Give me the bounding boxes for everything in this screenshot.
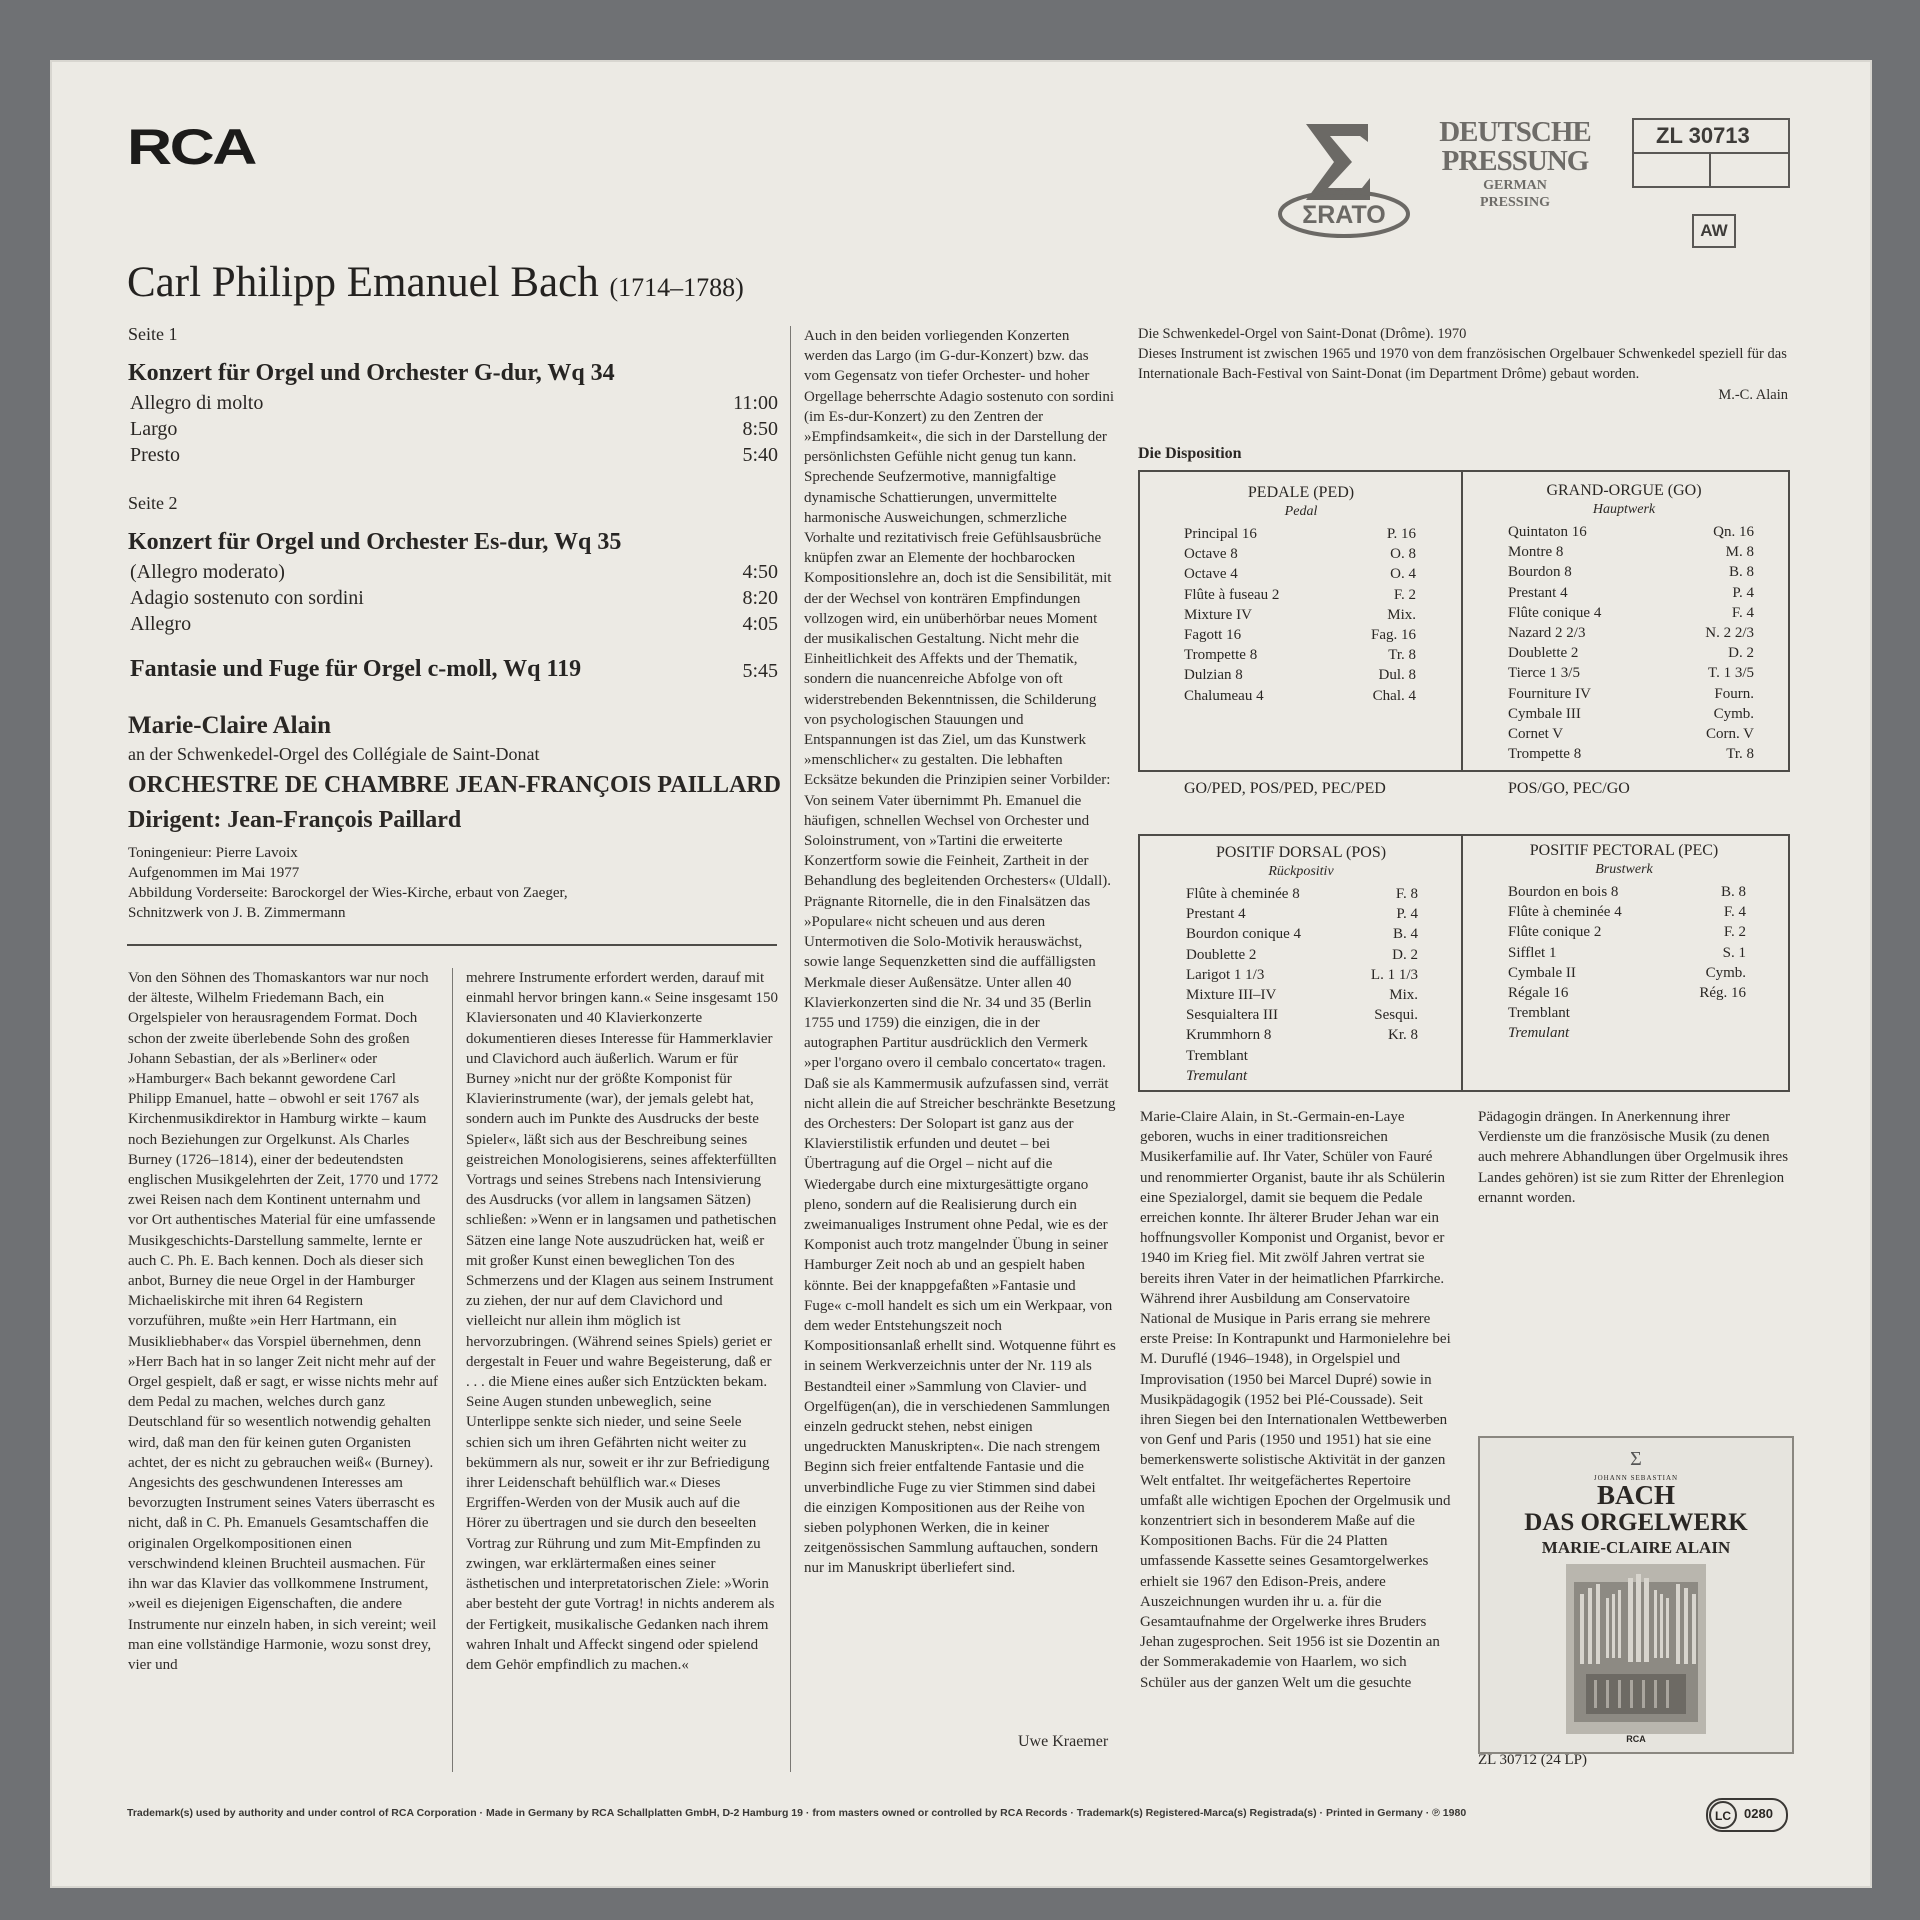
label-code-badge bbox=[1706, 1798, 1788, 1832]
biography-col-2: Pädagogin drängen. In Anerkennung ihrer Verdienste um die französische Musik (zu denen auch mehrere Abhandlungen über Orgelmusik ihres Landes gehören) ist sie zum Ritter der Ehrenlegion ernannt worden. bbox=[1478, 1109, 1789, 1206]
stop-row: Cymbale II Cymb. bbox=[1508, 964, 1746, 981]
stop-row: Flûte conique 2 F. 2 bbox=[1508, 924, 1746, 941]
pedale-subheading: Pedal bbox=[1284, 504, 1318, 519]
erato-logo bbox=[1276, 118, 1412, 240]
work-1-title: Konzert für Orgel und Orchester G-dur, Wq 34 bbox=[128, 360, 615, 386]
pressing-line-4: PRESSING bbox=[1479, 195, 1551, 210]
stop-row: Fagott 16 Fag. 16 bbox=[1184, 627, 1416, 644]
work-3-title: Fantasie und Fuge für Orgel c-moll, Wq 119 bbox=[130, 656, 582, 682]
composer-title bbox=[127, 258, 744, 307]
stop-row: Mixture III–IV Mix. bbox=[1186, 987, 1418, 1004]
stop-row: Flûte conique 4 F. 4 bbox=[1508, 604, 1754, 621]
stop-row: Régale 16 Rég. 16 bbox=[1508, 985, 1746, 1002]
positif-pectoral-stop-list bbox=[1508, 882, 1746, 1044]
legal-footer: Trademark(s) used by authority and under control of RCA Corporation · Made in Germany by RCA Schallplatten GmbH, D-2 Hamburg 19 · from masters owned or controlled by RCA Records · Trademark(s) Registered-Marca(s) Registrada(s) · Printed in Germany · ℗ 1980 bbox=[127, 1807, 1467, 1819]
positif-pectoral-subheading: Brustwerk bbox=[1595, 862, 1653, 877]
liner-notes-col-1: Von den Söhnen des Thomaskantors war nur noch der älteste, Wilhelm Friedemann Bach, ein Orgelspieler von herausragendem Format. Doch schon der zweite überlebende Sohn des großen Johann Sebastian, der als »Berliner« oder »Hamburger« Bach bekannt gewordene Carl Philipp Emanuel, hatte – obwohl er seit 1767 als Kirchenmusikdirektor in Hamburg wirkte – kaum noch Beziehungen zur Orgelkunst. Als Charles Burney (1726–1814), einer der bedeutendsten englischen Musikgelehrten der Zeit, 1770 und 1772 zwei Reisen nach dem Kontinent unternahm und vor Ort authentisches Material für eine umfassende Musikgeschichts-Darstellung sammelte, lernte er auch C. Ph. E. Bach kennen. Doch als dieser sich anbot, Burney die neue Orgel in der Hamburger Michaeliskirche mit ihren 64 Registern vorzuführen, mußte »ein Herr Hartmann, ein Musikliebhaber« das Vorspiel übernehmen, denn »Herr Bach hat in so langer Zeit nicht mehr auf der Orgel gespielt, daß er sagt, er wisse nichts mehr auf dem Pedal zu machen, welches durch ganz Deutschland für so wesentlich notwendig gehalten wird, daß man den für keinen guten Organisten achtet, der es nicht zu gebrauchen weiß« (Burney). Angesichts des geschwundenen Interesses am bevorzugten Instrument seines Vaters überrascht es nicht, daß in C. Ph. Emanuels Gesamtschaffen die originalen Orgelkompositionen einen verschwindend kleinen Bruchteil ausmachen. Für ihn war das Klavier das vollkommene Instrument, »weil es diejenigen Eigenschaften, die andere Instrumente nur einzeln haben, in sich vereint; weil man eine vollständige Harmonie, wozu sonst drey, vier und bbox=[128, 970, 439, 1673]
couplers-right: POS/GO, PEC/GO bbox=[1508, 780, 1630, 797]
stop-row: Prestant 4 P. 4 bbox=[1508, 584, 1754, 601]
track-row: Allegro di molto 11:00 bbox=[130, 392, 778, 414]
stop-row: Cymbale III Cymb. bbox=[1508, 705, 1754, 722]
stop-row: Krummhorn 8 Kr. 8 bbox=[1186, 1027, 1418, 1044]
orchestra-name: ORCHESTRE DE CHAMBRE JEAN-FRANÇOIS PAILLARD bbox=[128, 772, 781, 798]
stop-row: Dulzian 8 Dul. 8 bbox=[1184, 667, 1416, 684]
column-rule bbox=[790, 326, 791, 1772]
biography-col-1: Marie-Claire Alain, in St.-Germain-en-Laye geboren, wuchs in einer traditionsreichen Musikerfamilie auf. Ihr Vater, Schüler von Fauré und renommierter Organist, baute ihr als Schülerin eine Spezialorgel, damit sie bequem die Pedale erreichen konnte. Ihr älterer Bruder Jehan war ein hoffnungsvoller Komponist und Organist, bevor er 1940 im Krieg fiel. Mit zwölf Jahren vertrat sie bereits ihren Vater in der heimatlichen Pfarrkirche. Während ihrer Ausbildung am Conservatoire National de Musique in Paris errang sie mehrere erste Preise: In Kontrapunkt und Harmonielehre bei M. Duruflé (1946–1948), in Orgelspiel und Improvisation (1950 bei Marcel Dupré) sowie in Musikpädagogik (1952 bei Plé-Coussade). Seit ihren Siegen bei den Internationalen Wettbewerben von Genf und Paris (1950 und 1951) hat sie eine bemerkenswerte solistische Aktivität in der ganzen Welt entfaltet. Ihr weitgefächertes Repertoire umfaßt alle wichtigen Epochen der Orgelmusik und konzentriert sich in besonderem Maße auf die Kompositionen Bachs. Für die 24 Platten umfassende Kassette seines Gesamtorgelwerkes erhielt sie 1967 den Edison-Preis, andere Auszeichnungen wurden ihr u. a. für die Gesamtaufnahme der Orgelwerke ihres Bruders Jehan zugesprochen. Seit 1956 ist sie Dozentin an der Sommerakademie von Haarlem, wo sich Schüler aus der ganzen Welt um die gesuchte bbox=[1140, 1109, 1451, 1691]
tremulant-label: Tremulant bbox=[1508, 1025, 1570, 1042]
box-set-thumbnail: Σ JOHANN SEBASTIAN BACH DAS ORGELWERK MARIE-CLAIRE ALAIN RCA bbox=[1478, 1436, 1794, 1754]
pedale-heading: PEDALE (PED) bbox=[1247, 484, 1355, 501]
organ-caption-title: Die Schwenkedel-Orgel von Saint-Donat (Drôme). 1970 bbox=[1138, 326, 1467, 342]
stop-row: Prestant 4 P. 4 bbox=[1186, 906, 1418, 923]
erato-wordmark: ΣRATO bbox=[1302, 201, 1386, 229]
organ-caption-body: Dieses Instrument ist zwischen 1965 und 1970 von dem französischen Orgelbauer Schwenkedel speziell für das Internationale Bach-Festival von Saint-Donat (im Department Drôme) gebaut worden. bbox=[1138, 346, 1787, 383]
box-set-caption: ZL 30712 (24 LP) bbox=[1478, 1752, 1588, 1768]
stop-row: Octave 8 O. 8 bbox=[1184, 546, 1416, 563]
track-row: (Allegro moderato) 4:50 bbox=[130, 561, 778, 583]
pressing-line-2: PRESSUNG bbox=[1441, 145, 1589, 177]
positif-pectoral-heading: POSITIF PECTORAL (PEC) bbox=[1529, 842, 1719, 859]
pressing-line-1: DEUTSCHE bbox=[1439, 116, 1591, 148]
positif-dorsal-stop-list bbox=[1186, 884, 1418, 1086]
label-code: 0280 bbox=[1744, 1806, 1773, 1821]
pedale-stop-list bbox=[1184, 524, 1416, 706]
stop-row: Cornet V Corn. V bbox=[1508, 726, 1754, 743]
soloist-name: Marie-Claire Alain bbox=[128, 712, 331, 739]
track-row: Largo 8:50 bbox=[130, 418, 778, 440]
stop-row: Flûte à cheminée 4 F. 4 bbox=[1508, 904, 1746, 921]
stop-row: Fourniture IV Fourn. bbox=[1508, 685, 1754, 702]
stop-row: Nazard 2 2/3 N. 2 2/3 bbox=[1508, 625, 1754, 642]
track-row: Presto 5:40 bbox=[130, 444, 778, 466]
thumbnail-rca-logo: RCA bbox=[1626, 1734, 1646, 1744]
catalog-number-box bbox=[1632, 118, 1790, 188]
german-pressing-stamp bbox=[1430, 118, 1600, 210]
thumbnail-sigma-icon: Σ bbox=[1630, 1448, 1642, 1470]
stop-row: Quintaton 16 Qn. 16 bbox=[1508, 524, 1754, 540]
stop-row: Bourdon conique 4 B. 4 bbox=[1186, 926, 1418, 943]
stop-row: Trompette 8 Tr. 8 bbox=[1184, 647, 1416, 664]
stop-row: Trompette 8 Tr. 8 bbox=[1508, 746, 1754, 763]
stop-row: Tremblant bbox=[1508, 1005, 1570, 1022]
grand-orgue-subheading: Hauptwerk bbox=[1592, 502, 1656, 517]
stop-row: Sesquialtera III Sesqui. bbox=[1186, 1007, 1418, 1024]
organ-caption-author: M.-C. Alain bbox=[1718, 386, 1788, 403]
credits: Toningenieur: Pierre Lavoix Aufgenommen im Mai 1977 Abbildung Vorderseite: Barockorgel der Wies-Kirche, erbaut von Zaeger, Schnitzwerk von J. B. Zimmermann bbox=[128, 845, 568, 921]
stop-row: Flûte à cheminée 8 F. 8 bbox=[1186, 886, 1418, 902]
positif-dorsal-subheading: Rückpositiv bbox=[1268, 864, 1334, 879]
section-divider bbox=[127, 944, 777, 946]
work-3-row bbox=[130, 656, 778, 683]
couplers-left: GO/PED, POS/PED, PEC/PED bbox=[1184, 780, 1386, 797]
stop-row: Chalumeau 4 Chal. 4 bbox=[1184, 687, 1416, 704]
track-row: Adagio sostenuto con sordini 8:20 bbox=[130, 587, 778, 609]
stop-row: Octave 4 O. 4 bbox=[1184, 566, 1416, 583]
stop-row: Doublette 2 D. 2 bbox=[1186, 946, 1418, 963]
conductor-name: Dirigent: Jean-François Paillard bbox=[128, 807, 462, 833]
grand-orgue-stop-list bbox=[1508, 522, 1754, 764]
liner-notes-col-3: Auch in den beiden vorliegenden Konzerten werden das Largo (im G-dur-Konzert) bzw. das vom Gegensatz von tiefer Orchester- und hoher Orgellage beherrschte Adagio sostenuto con sordini (im Es-dur-Konzert) zu den Zentren der »Empfindsamkeit«, die sich in der Darstellung der persönlichsten Gefühle nicht genug tun kann. Sprechende Seufzermotive, mannigfaltige dynamische Schattierungen, unvermittelte harmonische Ausweichungen, schmerzliche Vorhalte und rezitativisch freie Gefühlsausbrüche knüpfen zwar an Elemente der hochbarocken Kompositionslehre an, doch ist die Sensibilität, mit der der Wechsel von konträren Empfindungen vollzogen wird, ein unüberhörbar neues Moment der musikalischen Gestaltung. Nicht mehr die Einheitlichkeit des Affekts und der Thematik, sondern die nuancenreiche Abfolge von oft widerstrebenden Bekenntnissen, die Schilderung von psychologischen Stauungen und Entspannungen ist das Ziel, um das Kunstwerk »menschlicher« zu gestalten. Die lebhaften Ecksätze bekunden die Prinzipien seiner Vorbilder: Von seinem Vater übernimmt Ph. Emanuel die häufigen, schnellen Wechsel von Orchester und Soloinstrument, von »Tartini die erweiterte Konzertform sowie die Feinheit, Zartheit in der Behandlung des begleitenden Orchesters« (Uldall). Prägnante Ritornelle, die in den Finalsätzen das »Populare« nicht scheuen und aus deren Untermotiven die Solo-Motivik herauswächst, sowie lange Sequenzketten sind die auffälligsten Merkmale dieser Außensätze. Unter allen 40 Klavierkonzerten sind die Nr. 34 und 35 (Berlin 1755 und 1759) die einzigen, die in der autographen Partitur ausdrücklich den Vermerk »per l'organo overo il cembalo concertato« tragen. Daß sie als Kammermusik aufzufassen sind, verrät nicht allein die auf Streicher beschränkte Besetzung des Orchesters: Der Solopart ist ganz aus der Klavierstilistik erfunden und deutet – bei Übertragung auf die Orgel – nicht auf die Wiedergabe durch eine mixturgesättigte organo pleno, sondern auf die Realisierung durch ein zweimanualiges Instrument ohne Pedal, wie es der Komponist auch trotz mangelnder Übung in seiner Hamburger Zeit noch ab und an gespielt haben könnte. Bei der knappgefaßten »Fantasie und Fuge« c-moll handelt es sich um ein Werkpaar, von dem weder Entstehungszeit noch Kompositionsanlaß erhellt sind. Wotquenne führt es in seinem Werkverzeichnis unter der Nr. 119 als Bestandteil einer »Sammlung von Clavier- und Orgelfügen(an), die in verschiedenen Sammlungen einzeln gedruckt stehen, nebst einigen ungedruckten Manuskripten«. Die nach strengem Beginn sich freier entfaltende Fantasie und die unverbindliche Fuge zu vier Stimmen sind dabei die einzigen Kompositionen aus der Reihe von sieben polyphonen Werken, die in keiner zeitgenössischen Sammlung auftauchen, sondern nur im Manuskript überliefert sind. bbox=[804, 328, 1116, 1577]
liner-notes-author: Uwe Kraemer bbox=[1018, 1733, 1109, 1750]
composer-name: Carl Philipp Emanuel Bach bbox=[127, 259, 599, 306]
stop-row: Sifflet 1 S. 1 bbox=[1508, 944, 1746, 961]
liner-notes-col-2: mehrere Instrumente erfordert werden, darauf mit einmahl hervor bringen kann.« Seine insgesamt 150 Klaviersonaten und 40 Klavierkonzerte dokumentieren dieses Interesse für Hammerklavier und Clavichord auch äußerlich. Warum er für Burney »nicht nur der größte Komponist für Klavierinstrumente (war), der jemals gelebt hat, sondern auch im Punkte des Ausdrucks der beste Spieler«, läßt sich aus der Beschreibung seines geistreichen Monologisierens, seines affekterfüllten Vortrags und seines Strebens nach Intensivierung des Ausdrucks (vor allem in langsamen Sätzen) schließen: »Wenn er in langsamen und pathetischen Sätzen eine lange Note auszudrücken hat, weiß er mit großer Kunst einen beweglichen Ton des Schmerzens und der Klagen aus seinem Instrument zu ziehen, der nur auf dem Clavichord und vielleicht nur allein ihm möglich ist hervorzubringen. (Während seines Spiels) geriet er dergestalt in Feuer und wahre Begeisterung, daß er . . . die Miene eines außer sich Entzückten bekam. Seine Augen stunden unbeweglich, seine Unterlippe senkte sich nieder, und seine Seele schien sich um ihren Gefährten nicht weiter zu bekümmern als nur, soweit er ihr zur Befriedigung ihrer Leidenschaft behülflich war.« Dieses Ergriffen-Werden von der Musik auch auf die Hörer zu übertragen und sie durch den beseelten Vortrag zur Rührung und zum Mit-Empfinden zu zwingen, war erklärtermaßen eines seiner ästhetischen und interpretatorischen Ziele: »Worin aber besteht der gute Vortrag! in nichts anderem als der Fertigkeit, musikalische Gedanken nach ihrem wahren Inhalt und Affeckt singend oder spielend dem Gehör empfindlich zu machen.« bbox=[466, 970, 779, 1673]
track-row: Allegro 4:05 bbox=[130, 613, 778, 635]
stop-row: Flûte à fuseau 2 F. 2 bbox=[1184, 586, 1416, 603]
stop-row: Tierce 1 3/5 T. 1 3/5 bbox=[1508, 665, 1754, 682]
organ-photo-icon bbox=[1566, 1564, 1706, 1734]
stop-row: Bourdon 8 B. 8 bbox=[1508, 564, 1754, 581]
work-2-title: Konzert für Orgel und Orchester Es-dur, Wq 35 bbox=[128, 529, 622, 555]
disposition-title: Die Disposition bbox=[1138, 445, 1242, 462]
stop-row: Doublette 2 D. 2 bbox=[1508, 645, 1754, 662]
stop-row: Bourdon en bois 8 B. 8 bbox=[1508, 884, 1746, 900]
tremulant-label: Tremulant bbox=[1186, 1067, 1248, 1084]
pressing-line-3: GERMAN bbox=[1483, 178, 1547, 193]
stop-row: Mixture IV Mix. bbox=[1184, 606, 1416, 623]
aw-badge: AW bbox=[1692, 214, 1736, 248]
stop-row: Tremblant bbox=[1186, 1047, 1248, 1064]
stop-row: Montre 8 M. 8 bbox=[1508, 544, 1754, 561]
grand-orgue-heading: GRAND-ORGUE (GO) bbox=[1546, 482, 1702, 499]
soloist-detail: an der Schwenkedel-Orgel des Collégiale de Saint-Donat bbox=[128, 744, 540, 764]
positif-dorsal-heading: POSITIF DORSAL (POS) bbox=[1215, 844, 1387, 861]
side-2-label: Seite 2 bbox=[128, 493, 178, 513]
rca-logo: RCA bbox=[127, 119, 255, 175]
catalog-number: ZL 30713 bbox=[1634, 120, 1788, 154]
column-rule bbox=[452, 968, 453, 1772]
stop-row: Larigot 1 1/3 L. 1 1/3 bbox=[1186, 966, 1418, 983]
lc-icon: LC bbox=[1709, 1801, 1737, 1829]
side-1-label: Seite 1 bbox=[128, 324, 178, 344]
composer-dates: (1714–1788) bbox=[609, 273, 744, 302]
stop-row: Principal 16 P. 16 bbox=[1184, 526, 1416, 542]
organ-caption bbox=[1138, 324, 1788, 405]
work-3-time: 5:45 bbox=[742, 660, 778, 682]
